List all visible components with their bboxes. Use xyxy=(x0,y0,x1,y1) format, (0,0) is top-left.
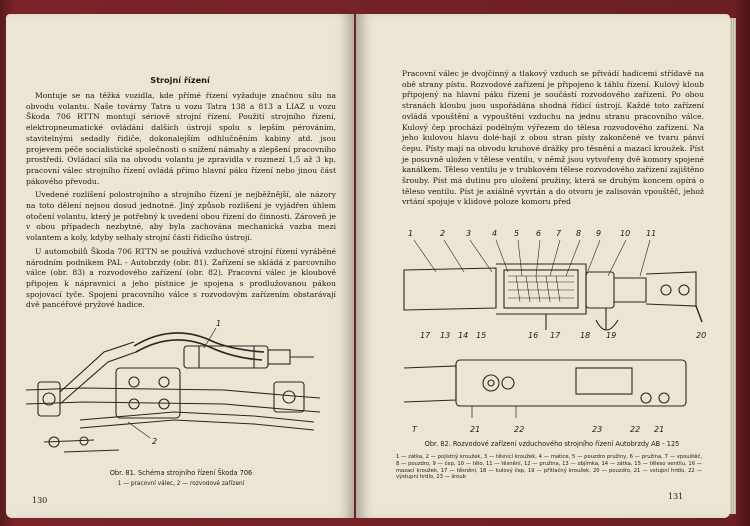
figure-label: 10 xyxy=(620,229,631,238)
figure-82-top-labels xyxy=(408,229,656,238)
figure-label: 1 xyxy=(408,229,414,238)
figure-label: 17 xyxy=(550,331,561,340)
paragraph: Pracovní válec je dvojčinný a tlakový vzduch se přivádí hadicemi střídavě na obě strany pístu. Rozvodové zařízení je připojeno k táhlu řízení. Kulový kloub připojený na hlavní páku řízení je součástí rozvodového zařízení. Po obou stranách kloubu jsou uspořádána shodná řídicí ústrojí. Každé toto zařízení ovládá vpouštění a vypouštění vzduchu na jednu stranu pracovního válce. Kulový čep prochází podélným výřezem do tělesa rozvodového zařízení. Na jeho kulovou hlavu dolé-hají z obou stran písty zakončené ve tvaru pánví čepu. Písty mají na obvodu kruhové drážky pro těsnění a mazací kroužek. Píst je posuvně uložen v tělese ventilu, v němž jsou vytvořeny dvě komory spojené kanálkem. Těleso ventilu je v trubkovém tělese rozvodového zařízení zajištěno šrouby. Píst má dutinu pro uložení pružiny, která se druhým koncem opírá o těleso ventilu. Píst je axiálně vyvrtán a do otvoru je zalisován vpouštěč, jehož vrtání spojuje v klidové poloze komoru před xyxy=(402,69,704,207)
right-body-text xyxy=(402,69,704,211)
figure-label: 9 xyxy=(596,229,602,238)
figure-label: 2 xyxy=(440,229,446,238)
figure-label: 8 xyxy=(576,229,582,238)
figure-label: 15 xyxy=(476,331,487,340)
left-page xyxy=(6,14,354,518)
figure-label: 13 xyxy=(440,331,451,340)
figure-label: 14 xyxy=(458,331,469,340)
figure-label: 6 xyxy=(536,229,542,238)
figure-label: 20 xyxy=(696,331,707,340)
figure-label: 16 xyxy=(528,331,539,340)
left-body-text xyxy=(26,91,336,314)
right-page xyxy=(356,14,730,518)
figure-label: 17 xyxy=(420,331,431,340)
figure-label: 1 xyxy=(216,319,222,328)
figure-label: 5 xyxy=(514,229,520,238)
figure-label: 18 xyxy=(580,331,591,340)
figure-81-legend: 1 — pracovní válec, 2 — rozvodové zařízení xyxy=(117,481,245,487)
figure-label: 22 xyxy=(514,425,525,434)
figure-label: 7 xyxy=(556,229,562,238)
section-heading: Strojní řízení xyxy=(150,75,210,85)
paragraph: Montuje se na těžká vozidla, kde přímé řízení vyžaduje značnou sílu na obvodu volantu. Naše továrny Tatra u vozu Tatra 138 a 813 a LIAZ u vozu Škoda 706 RTTN montují sériově strojní řízení. Použití strojního řízení, elektropneumatické ovládání dalších ústrojí spolu s lepším pérováním, stavitelnými sedadly řidiče, dokonalejším odhlučněním kabiny atd. jsou projevem péče socialistické společnosti o snížení námahy a zlepšení pracovního prostředí. Ovládací síla na obvodu volantu je zpravidla v rozmezí 1,5 až 3 kp, pracovní válec strojního řízení ovládá přímo hlavní páku řízení nebo jinou část pákového převodu. xyxy=(26,91,336,186)
page-number: 130 xyxy=(32,496,48,505)
paragraph: Uvedené rozlišení polostrojního a strojního řízení je nejběžnější, ale názory na toto dělení nejsou dosud jednotné. Jiný způsob rozlišení je vyjádřen úhlem otočení volantu, který je potřebný k uvedení obou řízení do činnosti. Zároveň je v obou případech nezbytné, aby byla zachována mechanická vazba mezi volantem a koly, kdyby selhaly strojní části řídicího ústrojí. xyxy=(26,190,336,243)
figure-label: 21 xyxy=(654,425,665,434)
figure-82-drawing xyxy=(396,220,711,440)
figure-label: 22 xyxy=(630,425,641,434)
paragraph: U automobilů Škoda 706 RTTN se používá vzduchové strojní řízení vyráběné národním podnikem PAL - Autobrzdy (obr. 81). Zařízení se skládá z parcovního válce (obr. 83) a rozvodového zařízení (obr. 82). Pracovní válec je kloubově připojen k nápravnici a jeho pístnice je spojena s prodlužovanou pákou spojovací tyče. Spojení pracovního válce s rozvodovým zařízením obstarávají dvě pancéřové pryžové hadice. xyxy=(26,246,336,310)
figure-label: 2 xyxy=(152,437,158,446)
figure-81-caption: Obr. 81. Schéma strojního řízení Škoda 706 xyxy=(109,469,253,477)
figure-label: 23 xyxy=(592,425,603,434)
figure-82-legend: 1 — zátka, 2 — pojistný kroužek, 3 — těsnicí kroužek, 4 — matice, 5 — pouzdro pružiny, 6 — pružina, 7 — vpouštěč, 8 — pouzdro, 9 — čep, 10 — tělo, 11 — těsnění, 12 — pružina, 13 — objímka, 14 — zátka, 15 — těleso ventilu, 16 — mazací kroužek, 17 — těsnění, 18 — kulový čep, 19 — přítlačný kroužek, 20 — pouzdro, 21 — vstupní hrdlo, 22 — výstupní hrdlo, 23 — šroub xyxy=(396,454,702,481)
figure-label: 19 xyxy=(606,331,617,340)
figure-label: 3 xyxy=(466,229,472,238)
page-number: 131 xyxy=(668,492,684,501)
figure-label: 21 xyxy=(470,425,481,434)
figure-81-schematic xyxy=(24,312,324,460)
figure-label: T xyxy=(412,425,417,434)
figure-82-caption: Obr. 82. Rozvodové zařízení vzduchového strojního řízení Autobrzdy AB - 125 xyxy=(424,440,680,448)
figure-label: 11 xyxy=(646,229,657,238)
figure-label: 4 xyxy=(492,229,498,238)
